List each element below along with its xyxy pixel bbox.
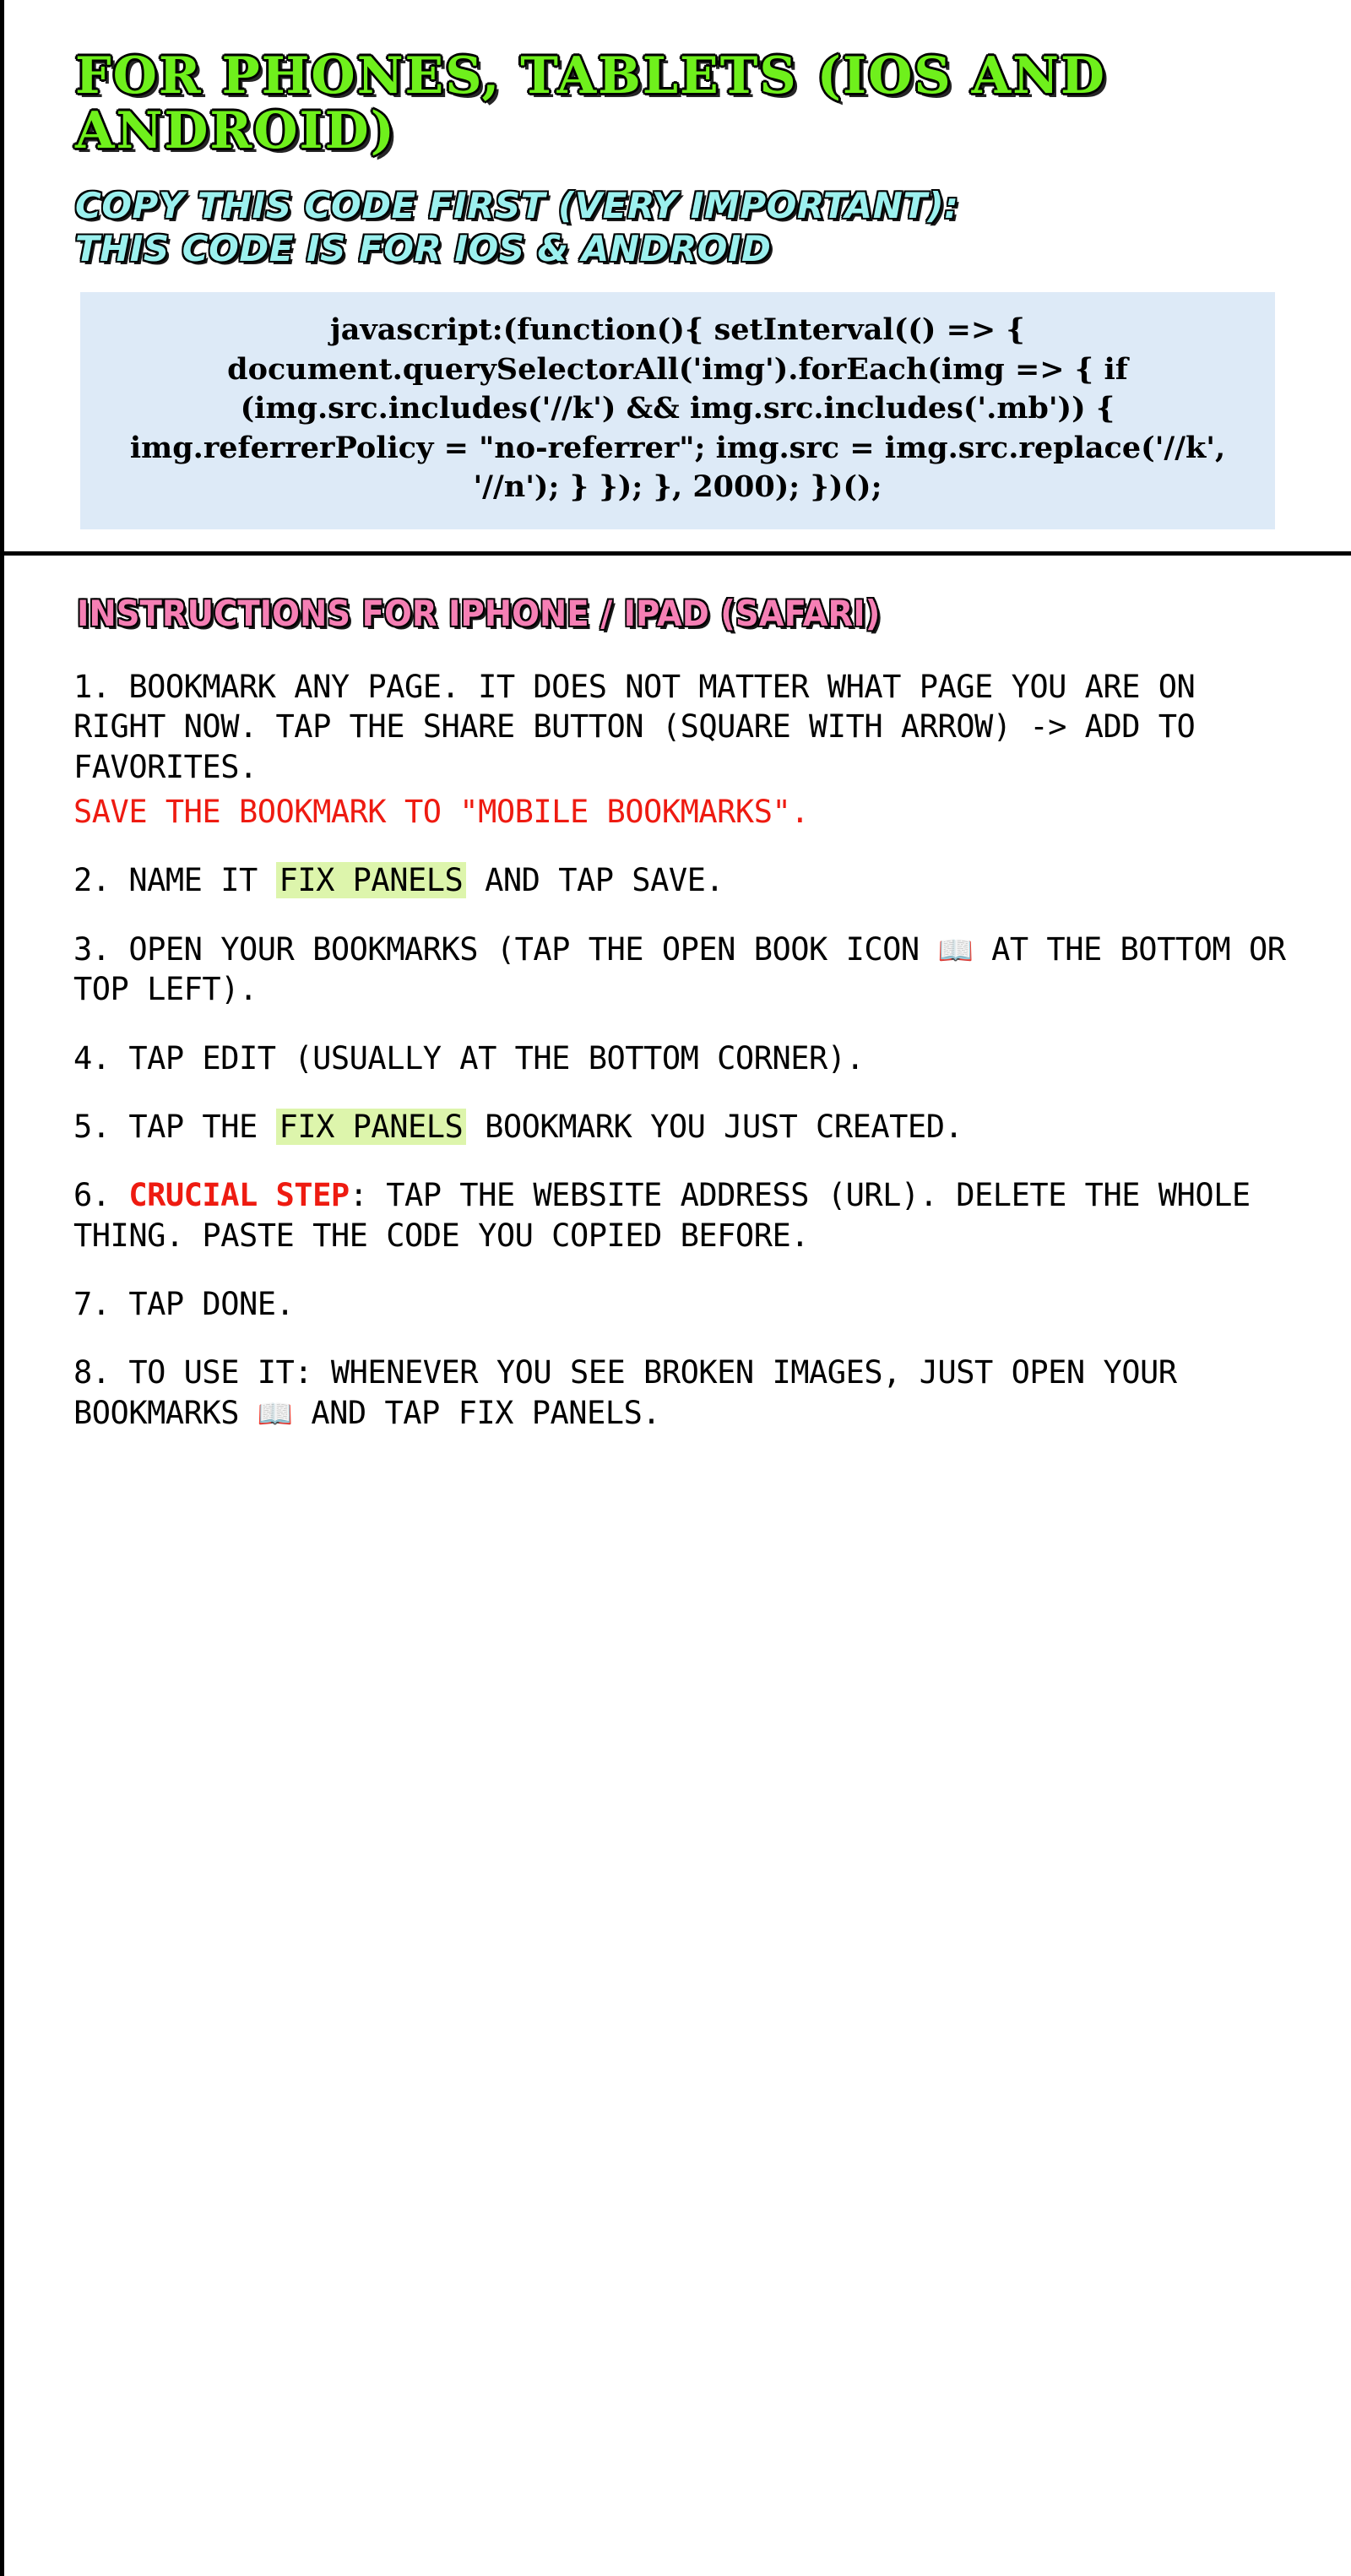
step-3-text-before: 3. OPEN YOUR BOOKMARKS (TAP THE OPEN BOOK ICON <box>73 930 938 968</box>
list-item-step-1-note <box>73 792 1300 832</box>
top-section <box>4 0 1351 551</box>
open-book-icon: 📖 <box>257 1396 293 1431</box>
step-8-text-after: AND TAP FIX PANELS. <box>292 1394 661 1431</box>
list-item-step-2 <box>73 860 1300 900</box>
step-2-highlight: FIX PANELS <box>276 862 467 898</box>
copy-code-subheading: COPY THIS CODE FIRST (VERY IMPORTANT): THIS CODE IS FOR IOS & ANDROID <box>75 184 959 269</box>
step-3-text-after: AT THE BOTTOM OR TOP LEFT). <box>73 930 1286 1008</box>
step-4-text: 4. TAP EDIT (USUALLY AT THE BOTTOM CORNER). <box>73 1039 865 1076</box>
step-8-text-before: 8. TO USE IT: WHENEVER YOU SEE BROKEN IMAGES, JUST OPEN YOUR BOOKMARKS <box>73 1354 1177 1431</box>
page-title-green: FOR PHONES, TABLETS (IOS AND ANDROID) <box>75 46 1107 160</box>
step-6-text-after: : TAP THE WEBSITE ADDRESS (URL). DELETE THE WHOLE THING. PASTE THE CODE YOU COPIED BEFORE. <box>73 1177 1251 1254</box>
open-book-icon: 📖 <box>937 933 974 968</box>
step-6-text-before: 6. <box>73 1177 129 1214</box>
step-5-highlight: FIX PANELS <box>276 1109 467 1145</box>
list-item-step-7 <box>73 1284 1300 1324</box>
list-item-step-8 <box>73 1353 1300 1433</box>
list-item-step-5 <box>73 1107 1300 1147</box>
step-6-emphasis: CRUCIAL STEP <box>128 1177 350 1214</box>
step-5-text-after: BOOKMARK YOU JUST CREATED. <box>466 1109 963 1146</box>
list-item-step-6 <box>73 1175 1300 1255</box>
instructions-heading: INSTRUCTIONS FOR IPHONE / IPAD (SAFARI) <box>77 592 881 634</box>
list-item-step-4 <box>73 1039 1300 1078</box>
list-item-step-1 <box>73 667 1300 787</box>
step-5-text-before: 5. TAP THE <box>73 1109 276 1146</box>
step-1-note: SAVE THE BOOKMARK TO "MOBILE BOOKMARKS". <box>73 794 810 831</box>
step-7-text: 7. TAP DONE. <box>73 1286 295 1323</box>
list-item-step-3 <box>73 930 1300 1010</box>
bookmarklet-code-block[interactable]: javascript:(function(){ setInterval(() => { document.querySelectorAll('img').forEach(img => { if (img.src.includes('//k') && img.src.includes('.mb')) { img.referrerPolicy = "no-referrer"; img.src = img.src.replace('//k', '//n'); } }); }, 2000); })(); <box>80 292 1275 529</box>
step-2-text-before: 2. NAME IT <box>73 862 276 899</box>
bottom-section <box>4 556 1351 1521</box>
step-2-text-after: AND TAP SAVE. <box>466 862 724 899</box>
instruction-steps <box>73 667 1300 1433</box>
step-1-text: 1. BOOKMARK ANY PAGE. IT DOES NOT MATTER WHAT PAGE YOU ARE ON RIGHT NOW. TAP THE SHARE BUTTON (SQUARE WITH ARROW) -> ADD TO FAVORITES. <box>73 668 1196 785</box>
